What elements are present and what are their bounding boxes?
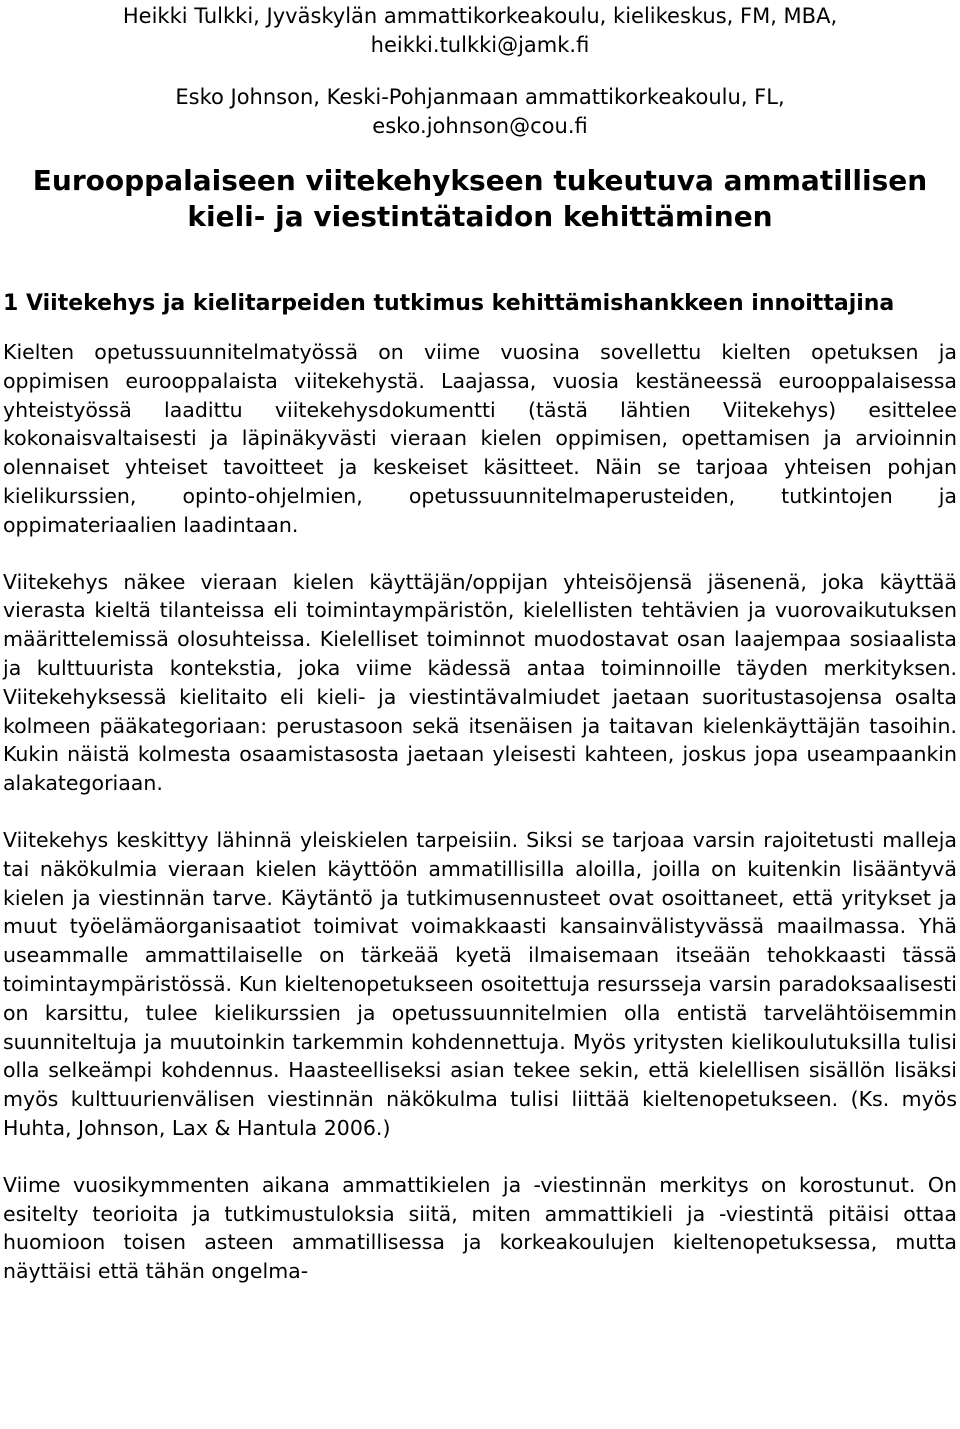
title-line-1: Eurooppalaiseen viitekehykseen tukeutuva ammatillisen	[32, 164, 928, 197]
author-line: Esko Johnson, Keski-Pohjanmaan ammattikorkeakoulu, FL,	[175, 85, 785, 109]
author-line: Heikki Tulkki, Jyväskylän ammattikorkeakoulu, kielikeskus, FM, MBA,	[122, 4, 838, 28]
author-email: heikki.tulkki@jamk.fi	[370, 33, 590, 57]
author-email: esko.johnson@cou.fi	[372, 114, 588, 138]
body-paragraph: Viitekehys keskittyy lähinnä yleiskielen tarpeisiin. Siksi se tarjoaa varsin rajoitetusti malleja tai näkökulmia vieraan kielen käyttöön ammatillisilla aloilla, joilla on kuitenkin lisääntyvä kielen ja viestinnän tarve. Käytäntö ja tutkimusennusteet ovat osoittaneet, että yritykset ja muut työelämäorganisaatiot toimivat voimakkaasti kansainvälistyvässä maailmassa. Yhä useammalle ammattilaiselle on tärkeää kyetä ilmaisemaan itseään tehokkaasti tässä toimintaympäristössä. Kun kieltenopetukseen osoitettuja resursseja varsin paradoksaalisesti on karsittu, tulee kielikurssien ja opetussuunnitelmien olla entistä tarvelähtöisemmin suunniteltuja ja muutoinkin tarkemmin kohdennettuja. Myös yritysten kielikoulutuksilla tulisi olla selkeämpi kohdennus. Haasteelliseksi asian tekee sekin, että kielellisen sisällön lisäksi myös kulttuurienvälisen viestinnän näkökulma tulisi liittää kieltenopetukseen. (Ks. myös Huhta, Johnson, Lax & Hantula 2006.)	[3, 827, 957, 1140]
body-paragraph: Viime vuosikymmenten aikana ammattikielen ja -viestinnän merkitys on korostunut. On esitelty teorioita ja tutkimustuloksia siitä, miten ammattikieli ja -viestintä pitäisi ottaa huomioon toisen asteen ammatillisessa ja korkeakoulujen kieltenopetuksessa, mutta näyttäisi että tähän ongelma-	[3, 1172, 957, 1284]
author-info-tulkki	[3, 2, 957, 60]
section-heading: 1 Viitekehys ja kielitarpeiden tutkimus kehittämishankkeen innoittajina	[3, 291, 895, 316]
document-title	[3, 163, 957, 235]
author-info-johnson	[3, 83, 957, 141]
document-page	[3, 0, 957, 1286]
title-line-2: kieli- ja viestintätaidon kehittäminen	[187, 200, 773, 233]
body-paragraph: Viitekehys näkee vieraan kielen käyttäjän/oppijan yhteisöjensä jäsenenä, joka käyttää vierasta kieltä tilanteissa eli toimintaympäristön, kielellisten tehtävien ja vuorovaikutuksen määrittelemissä olosuhteissa. Kielelliset toiminnot muodostavat osan laajempaa sosiaalista ja kulttuurista kontekstia, joka viime kädessä antaa toiminnoille täyden merkityksen. Viitekehyksessä kielitaito eli kieli- ja viestintävalmiudet jaetaan suoritustasojensa osalta kolmeen pääkategoriaan: perustasoon sekä itsenäisen ja taitavan kielenkäyttäjän tasoihin. Kukin näistä kolmesta osaamistasosta jaetaan yleisesti kahteen, joskus jopa useampaankin alakategoriaan.	[3, 569, 957, 796]
body-paragraph: Kielten opetussuunnitelmatyössä on viime vuosina sovellettu kielten opetuksen ja oppimisen eurooppalaista viitekehystä. Laajassa, vuosia kestäneessä eurooppalaisessa yhteistyössä laadittu viitekehysdokumentti (tästä lähtien Viitekehys) esittelee kokonaisvaltaisesti ja läpinäkyvästi vieraan kielen oppimisen, opettamisen ja arvioinnin olennaiset yhteiset tavoitteet ja keskeiset käsitteet. Näin se tarjoaa yhteisen pohjan kielikurssien, opinto-ohjelmien, opetussuunnitelmaperusteiden, tutkintojen ja oppimateriaalien laadintaan.	[3, 340, 957, 537]
